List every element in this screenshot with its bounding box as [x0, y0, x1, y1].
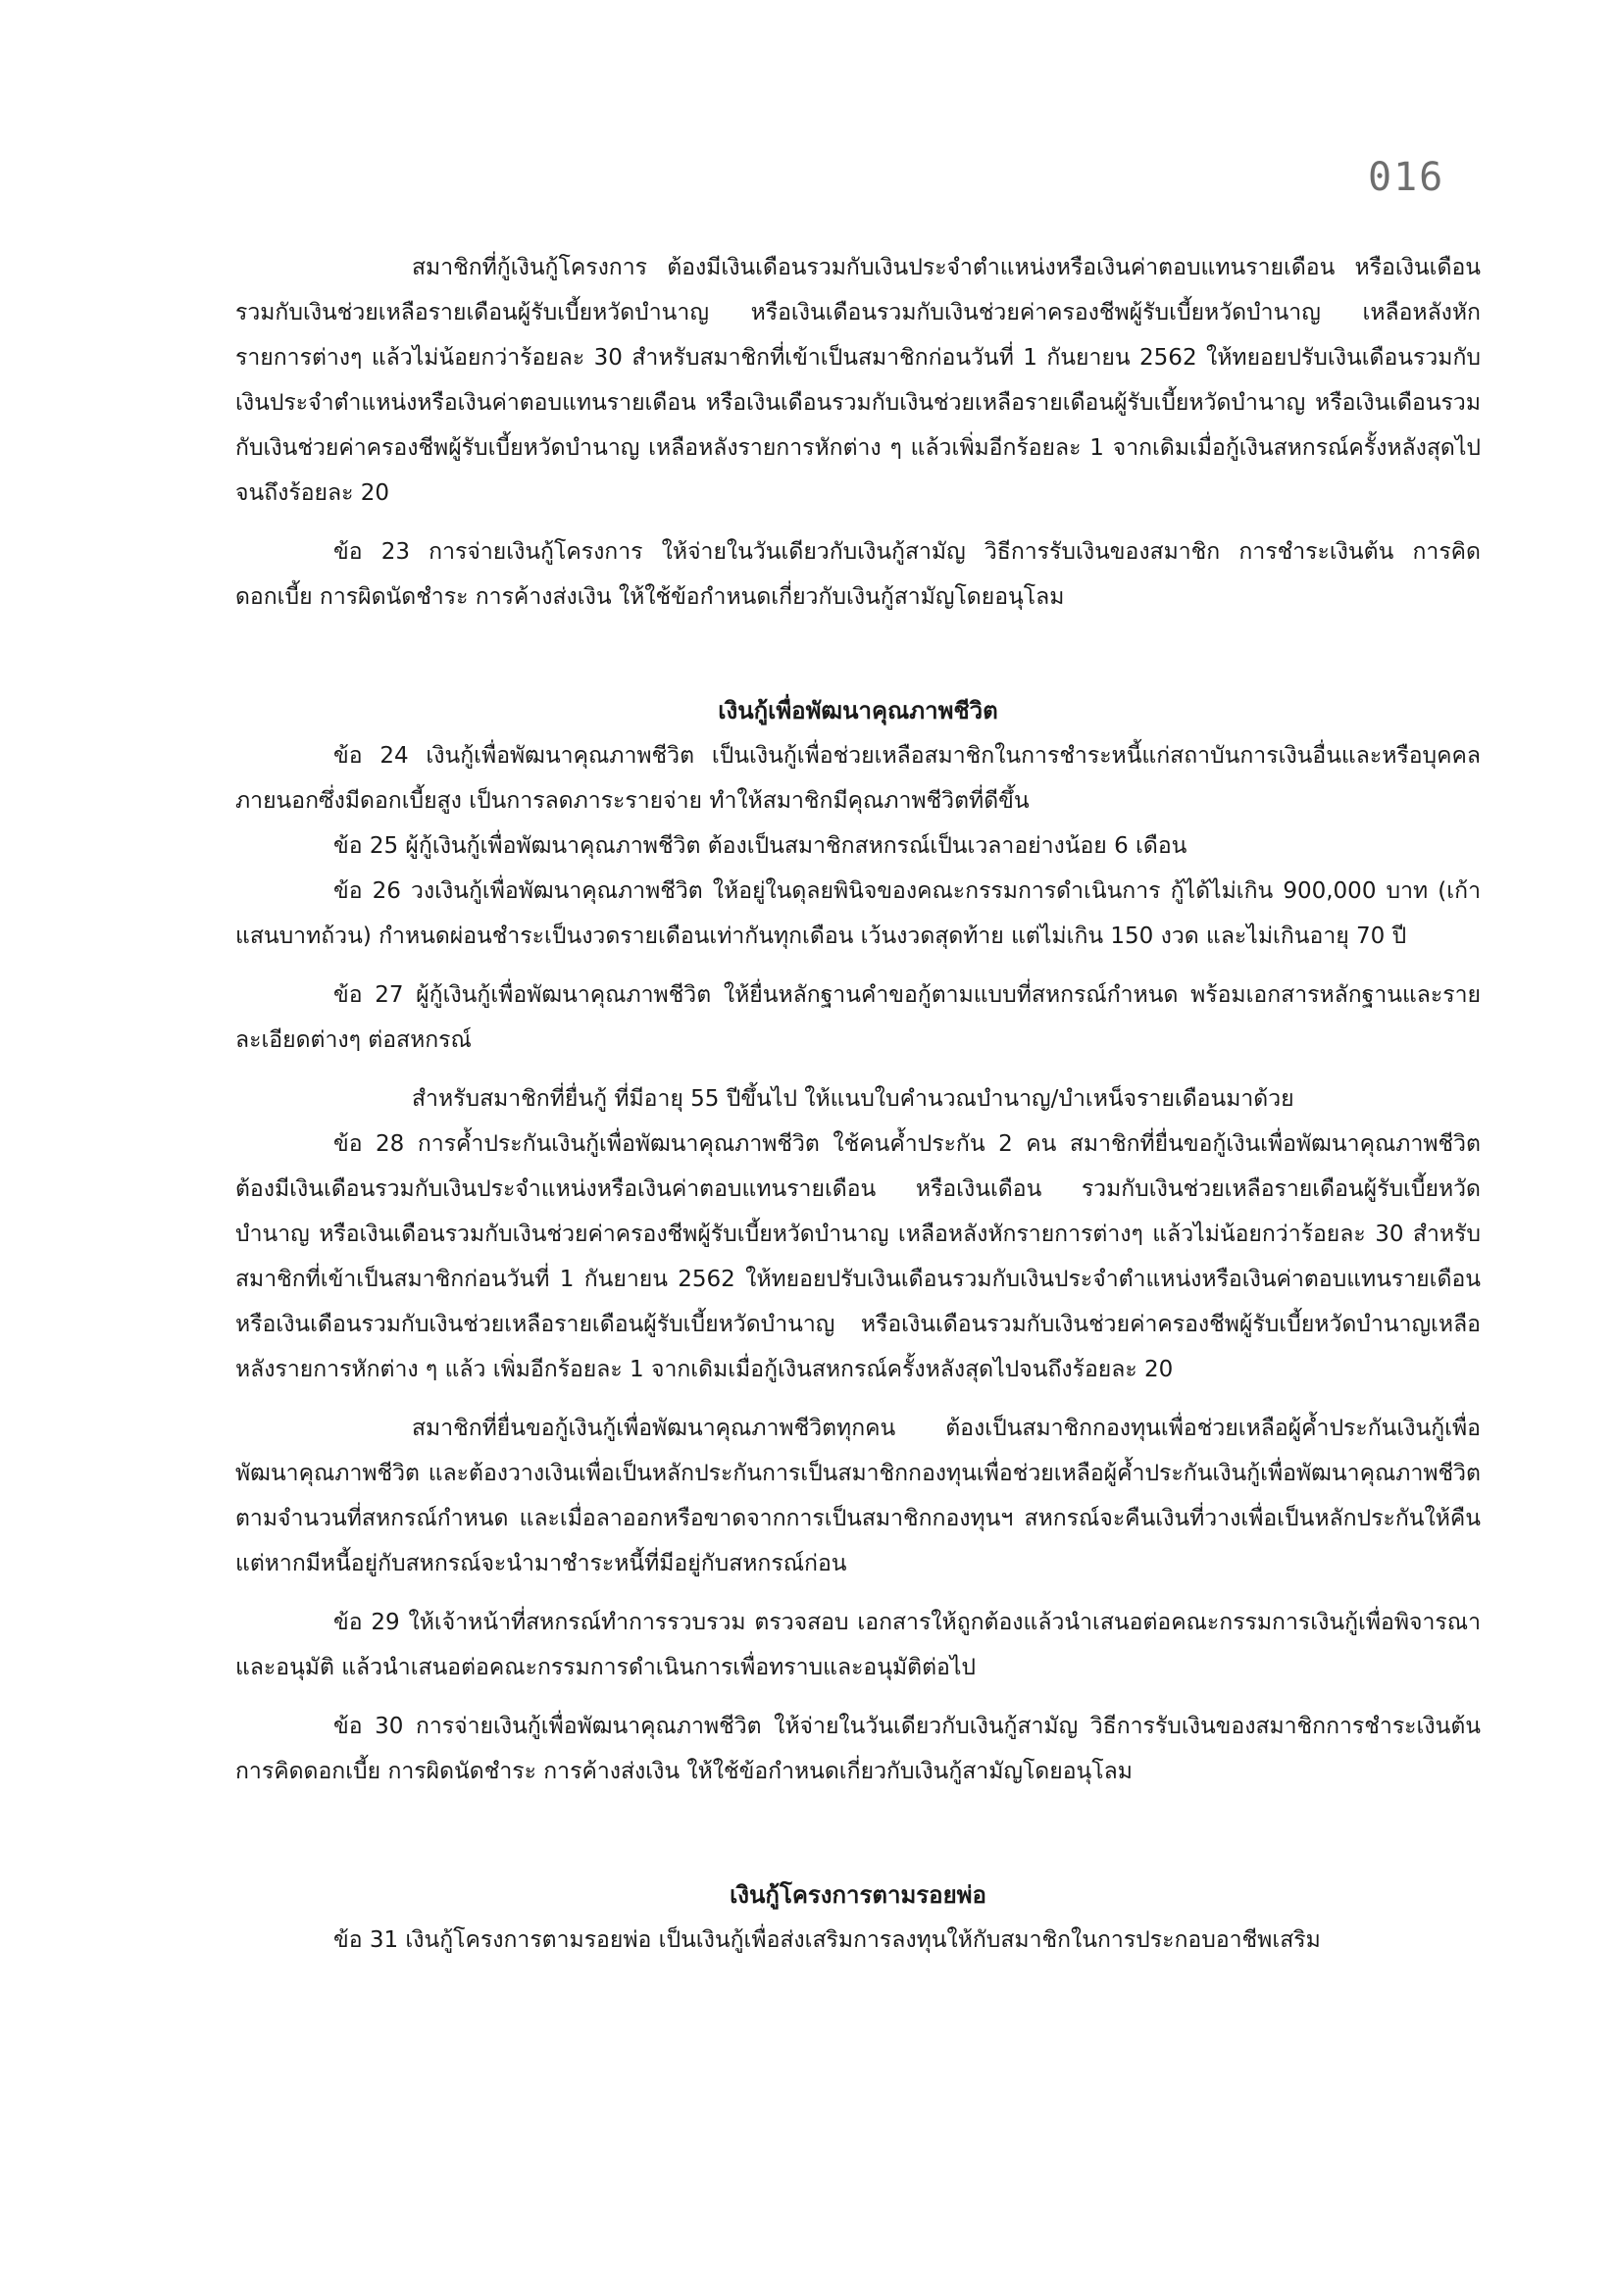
clause-27: ข้อ 27 ผู้กู้เงินกู้เพื่อพัฒนาคุณภาพชีวิต ให้ยื่นหลักฐานคำขอกู้ตามแบบที่สหกรณ์กำหนด พร้อมเอกสารหลักฐานและรายละเอียดต่างๆ ต่อสหกรณ์: [235, 982, 1481, 1053]
clause-30: ข้อ 30 การจ่ายเงินกู้เพื่อพัฒนาคุณภาพชีวิต ให้จ่ายในวันเดียวกับเงินกู้สามัญ วิธีการรับเงินของสมาชิกการชำระเงินต้น การคิดดอกเบี้ย การผิดนัดชำระ การค้างส่งเงิน ให้ใช้ข้อกำหนดเกี่ยวกับเงินกู้สามัญโดยอนุโลม: [235, 1714, 1481, 1784]
section-heading-quality-of-life: เงินกู้เพื่อพัฒนาคุณภาพชีวิต: [718, 697, 998, 724]
clause-28: ข้อ 28 การค้ำประกันเงินกู้เพื่อพัฒนาคุณภาพชีวิต ใช้คนค้ำประกัน 2 คน สมาชิกที่ยื่นขอกู้เงินเพื่อพัฒนาคุณภาพชีวิต ต้องมีเงินเดือนรวมกับเงินประจำแหน่งหรือเงินค่าตอบแทนรายเดือน หรือเงินเดือน รวมกับเงินช่วยเหลือรายเดือนผู้รับเบี้ยหวัดบำนาญ หรือเงินเดือนรวมกับเงินช่วยค่าครองชีพผู้รับเบี้ยหวัดบำนาญ เหลือหลังหักรายการต่างๆ แล้วไม่น้อยกว่าร้อยละ 30 สำหรับสมาชิกที่เข้าเป็นสมาชิกก่อนวันที่ 1 กันยายน 2562 ให้ทยอยปรับเงินเดือนรวมกับเงินประจำตำแหน่งหรือเงินค่าตอบแทนรายเดือน หรือเงินเดือนรวมกับเงินช่วยเหลือรายเดือนผู้รับเบี้ยหวัดบำนาญ หรือเงินเดือนรวมกับเงินช่วยค่าครองชีพผู้รับเบี้ยหวัดบำนาญเหลือหลังรายการหักต่าง ๆ แล้ว เพิ่มอีกร้อยละ 1 จากเดิมเมื่อกู้เงินสหกรณ์ครั้งหลังสุดไปจนถึงร้อยละ 20: [235, 1131, 1481, 1382]
clause-23: ข้อ 23 การจ่ายเงินกู้โครงการ ให้จ่ายในวันเดียวกับเงินกู้สามัญ วิธีการรับเงินของสมาชิก การชำระเงินต้น การคิดดอกเบี้ย การผิดนัดชำระ การค้างส่งเงิน ให้ใช้ข้อกำหนดเกี่ยวกับเงินกู้สามัญโดยอนุโลม: [235, 539, 1481, 610]
clause-28-fund: สมาชิกที่ยื่นขอกู้เงินกู้เพื่อพัฒนาคุณภาพชีวิตทุกคน ต้องเป็นสมาชิกกองทุนเพื่อช่วยเหลือผู้ค้ำประกันเงินกู้เพื่อพัฒนาคุณภาพชีวิต และต้องวางเงินเพื่อเป็นหลักประกันการเป็นสมาชิกกองทุนเพื่อช่วยเหลือผู้ค้ำประกันเงินกู้เพื่อพัฒนาคุณภาพชีวิต ตามจำนวนที่สหกรณ์กำหนด และเมื่อลาออกหรือขาดจากการเป็นสมาชิกกองทุนฯ สหกรณ์จะคืนเงินที่วางเพื่อเป็นหลักประกันให้คืน แต่หากมีหนี้อยู่กับสหกรณ์จะนำมาชำระหนี้ที่มีอยู่กับสหกรณ์ก่อน: [235, 1416, 1481, 1576]
clause-31: ข้อ 31 เงินกู้โครงการตามรอยพ่อ เป็นเงินกู้เพื่อส่งเสริมการลงทุนให้กับสมาชิกในการประกอบอาชีพเสริม: [333, 1927, 1321, 1953]
clause-24: ข้อ 24 เงินกู้เพื่อพัฒนาคุณภาพชีวิต เป็นเงินกู้เพื่อช่วยเหลือสมาชิกในการชำระหนี้แก่สถาบันการเงินอื่นและหรือบุคคลภายนอกซึ่งมีดอกเบี้ยสูง เป็นการลดภาระรายจ่าย ทำให้สมาชิกมีคุณภาพชีวิตที่ดีขึ้น: [235, 743, 1481, 814]
clause-25: ข้อ 25 ผู้กู้เงินกู้เพื่อพัฒนาคุณภาพชีวิต ต้องเป็นสมาชิกสหกรณ์เป็นเวลาอย่างน้อย 6 เดือน: [333, 833, 1187, 859]
page-number: 016: [1368, 155, 1445, 200]
section-heading-father-footsteps: เงินกู้โครงการตามรอยพ่อ: [730, 1881, 986, 1909]
clause-27-note: สำหรับสมาชิกที่ยื่นกู้ ที่มีอายุ 55 ปีขึ้นไป ให้แนบใบคำนวณบำนาญ/บำเหน็จรายเดือนมาด้วย: [412, 1086, 1294, 1112]
document-body: [235, 245, 1481, 1963]
intro-paragraph: สมาชิกที่กู้เงินกู้โครงการ ต้องมีเงินเดือนรวมกับเงินประจำตำแหน่งหรือเงินค่าตอบแทนรายเดือน หรือเงินเดือน รวมกับเงินช่วยเหลือรายเดือนผู้รับเบี้ยหวัดบำนาญ หรือเงินเดือนรวมกับเงินช่วยค่าครองชีพผู้รับเบี้ยหวัดบำนาญ เหลือหลังหักรายการต่างๆ แล้วไม่น้อยกว่าร้อยละ 30 สำหรับสมาชิกที่เข้าเป็นสมาชิกก่อนวันที่ 1 กันยายน 2562 ให้ทยอยปรับเงินเดือนรวมกับเงินประจำตำแหน่งหรือเงินค่าตอบแทนรายเดือน หรือเงินเดือนรวมกับเงินช่วยเหลือรายเดือนผู้รับเบี้ยหวัดบำนาญ หรือเงินเดือนรวมกับเงินช่วยค่าครองชีพผู้รับเบี้ยหวัดบำนาญ เหลือหลังรายการหักต่าง ๆ แล้วเพิ่มอีกร้อยละ 1 จากเดิมเมื่อกู้เงินสหกรณ์ครั้งหลังสุดไปจนถึงร้อยละ 20: [235, 255, 1481, 506]
clause-29: ข้อ 29 ให้เจ้าหน้าที่สหกรณ์ทำการรวบรวม ตรวจสอบ เอกสารให้ถูกต้องแล้วนำเสนอต่อคณะกรรมการเงินกู้เพื่อพิจารณาและอนุมัติ แล้วนำเสนอต่อคณะกรรมการดำเนินการเพื่อทราบและอนุมัติต่อไป: [235, 1610, 1481, 1680]
clause-26: ข้อ 26 วงเงินกู้เพื่อพัฒนาคุณภาพชีวิต ให้อยู่ในดุลยพินิจของคณะกรรมการดำเนินการ กู้ได้ไม่เกิน 900,000 บาท (เก้าแสนบาทถ้วน) กำหนดผ่อนชำระเป็นงวดรายเดือนเท่ากันทุกเดือน เว้นงวดสุดท้าย แต่ไม่เกิน 150 งวด และไม่เกินอายุ 70 ปี: [235, 878, 1481, 949]
